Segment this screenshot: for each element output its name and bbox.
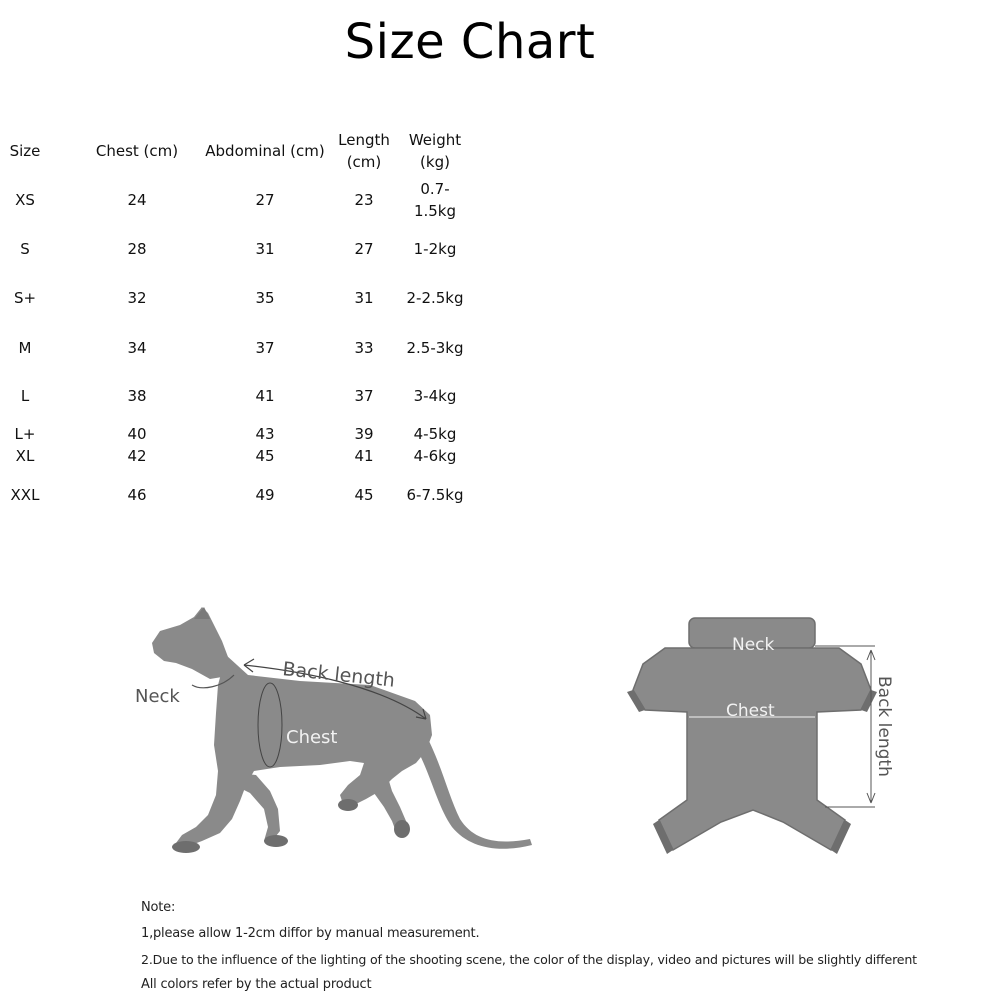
row-xl-length: 41 xyxy=(354,447,374,465)
note-heading: Note: xyxy=(141,900,176,915)
row-lplus-weight: 4-5kg xyxy=(413,425,457,443)
row-xs-length: 23 xyxy=(354,191,374,209)
row-m-abdominal: 37 xyxy=(255,339,275,357)
row-xxl-size: XXL xyxy=(10,486,40,504)
row-l-size: L xyxy=(20,387,30,405)
row-xs-weight-line2: 1.5kg xyxy=(413,202,457,220)
row-xs-size: XS xyxy=(15,191,35,209)
row-xl-size: XL xyxy=(15,447,35,465)
garment-measurement-diagram xyxy=(625,600,905,860)
row-m-weight: 2.5-3kg xyxy=(406,339,464,357)
row-lplus-length: 39 xyxy=(354,425,374,443)
row-xl-chest: 42 xyxy=(127,447,147,465)
note-line-2: 2.Due to the influence of the lighting of the shooting scene, the color of the display, video and pictures will be slightly different xyxy=(141,952,917,967)
row-lplus-abdominal: 43 xyxy=(255,425,275,443)
row-xl-weight: 4-6kg xyxy=(413,447,457,465)
row-s-abdominal: 31 xyxy=(255,240,275,258)
row-l-weight: 3-4kg xyxy=(413,387,457,405)
row-xxl-abdominal: 49 xyxy=(255,486,275,504)
note-line-3: All colors refer by the actual product xyxy=(141,977,372,992)
row-s-weight: 1-2kg xyxy=(413,240,457,258)
row-xs-weight-line1: 0.7- xyxy=(420,180,450,198)
header-weight-line2: (kg) xyxy=(420,153,450,171)
row-splus-abdominal: 35 xyxy=(255,289,275,307)
header-weight-line1: Weight xyxy=(408,131,462,149)
row-xs-abdominal: 27 xyxy=(255,191,275,209)
garment-back-length-label: Back length xyxy=(874,676,894,777)
cat-chest-label: Chest xyxy=(286,727,338,748)
row-splus-size: S+ xyxy=(13,289,37,307)
header-size: Size xyxy=(9,142,41,160)
cat-silhouette xyxy=(152,607,532,853)
row-lplus-size: L+ xyxy=(14,425,36,443)
header-abdominal: Abdominal (cm) xyxy=(205,142,325,160)
row-xl-abdominal: 45 xyxy=(255,447,275,465)
row-m-chest: 34 xyxy=(127,339,147,357)
row-splus-length: 31 xyxy=(354,289,374,307)
row-l-chest: 38 xyxy=(127,387,147,405)
note-line-1: 1,please allow 1-2cm diffor by manual measurement. xyxy=(141,926,480,941)
header-length-line2: (cm) xyxy=(346,153,382,171)
header-length-line1: Length xyxy=(338,131,390,149)
row-splus-chest: 32 xyxy=(127,289,147,307)
row-xs-chest: 24 xyxy=(127,191,147,209)
row-m-length: 33 xyxy=(354,339,374,357)
row-splus-weight: 2-2.5kg xyxy=(406,289,464,307)
garment-neck-label: Neck xyxy=(732,635,775,655)
row-xxl-weight: 6-7.5kg xyxy=(406,486,464,504)
cat-back-length-label: Back length xyxy=(281,658,396,692)
row-s-chest: 28 xyxy=(127,240,147,258)
row-s-size: S xyxy=(20,240,30,258)
row-l-length: 37 xyxy=(354,387,374,405)
cat-neck-label: Neck xyxy=(135,686,180,707)
garment-chest-label: Chest xyxy=(726,701,775,721)
row-xxl-length: 45 xyxy=(354,486,374,504)
cat-measurement-diagram xyxy=(130,595,540,865)
row-xxl-chest: 46 xyxy=(127,486,147,504)
row-m-size: M xyxy=(18,339,32,357)
row-l-abdominal: 41 xyxy=(255,387,275,405)
page-title: Size Chart xyxy=(344,14,596,70)
row-lplus-chest: 40 xyxy=(127,425,147,443)
header-chest: Chest (cm) xyxy=(95,142,179,160)
row-s-length: 27 xyxy=(354,240,374,258)
